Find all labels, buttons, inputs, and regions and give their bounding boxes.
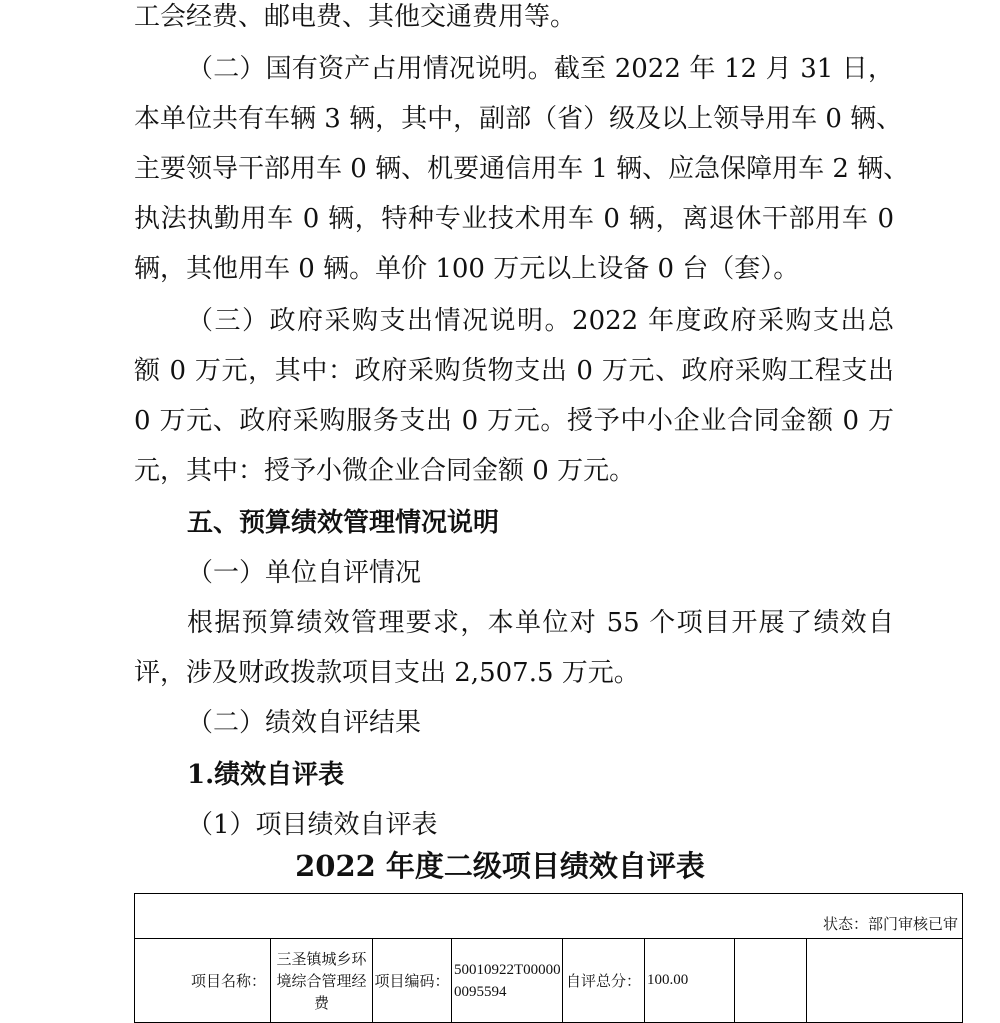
empty-cell — [807, 939, 963, 1023]
paragraph-line: 工会经费、邮电费、其他交通费用等。 — [134, 2, 577, 32]
paragraph-line: 辆，其他用车 0 辆。单价 100 万元以上设备 0 台（套）。 — [134, 254, 800, 284]
subsection-heading: （二）绩效自评结果 — [187, 708, 422, 738]
project-name-value: 三圣镇城乡环境综合管理经费 — [271, 939, 373, 1023]
paragraph-line: （二）国有资产占用情况说明。截至 2022 年 12 月 31 日， — [187, 54, 894, 84]
empty-cell — [735, 939, 807, 1023]
paragraph-line: 元，其中：授予小微企业合同金额 0 万元。 — [134, 456, 636, 486]
subsection-heading: （一）单位自评情况 — [187, 558, 422, 588]
paragraph-line: （三）政府采购支出情况说明。2022 年度政府采购支出总 — [187, 306, 894, 336]
project-name-label: 项目名称： — [135, 939, 271, 1023]
item-heading: （1）项目绩效自评表 — [187, 810, 438, 840]
paragraph-line: 执法执勤用车 0 辆，特种专业技术用车 0 辆，离退休干部用车 0 — [134, 204, 894, 234]
paragraph-line: 本单位共有车辆 3 辆，其中，副部（省）级及以上领导用车 0 辆、 — [134, 104, 903, 134]
table-title: 2022 年度二级项目绩效自评表 — [295, 849, 705, 883]
self-evaluation-table — [134, 893, 963, 1023]
item-heading: 1.绩效自评表 — [187, 760, 345, 790]
score-value: 100.00 — [645, 939, 735, 1023]
paragraph-line: 0 万元、政府采购服务支出 0 万元。授予中小企业合同金额 0 万 — [134, 406, 894, 436]
status-text: 状态：部门审核已审 — [135, 894, 963, 939]
paragraph-line: 根据预算绩效管理要求，本单位对 55 个项目开展了绩效自 — [187, 608, 894, 638]
project-code-value: 50010922T000000095594 — [452, 939, 563, 1023]
paragraph-line: 主要领导干部用车 0 辆、机要通信用车 1 辆、应急保障用车 2 辆、 — [134, 154, 910, 184]
project-code-label: 项目编码： — [373, 939, 452, 1023]
section-heading: 五、预算绩效管理情况说明 — [187, 508, 500, 538]
score-label: 自评总分： — [563, 939, 645, 1023]
paragraph-line: 评，涉及财政拨款项目支出 2,507.5 万元。 — [134, 658, 640, 688]
paragraph-line: 额 0 万元，其中：政府采购货物支出 0 万元、政府采购工程支出 — [134, 356, 894, 386]
